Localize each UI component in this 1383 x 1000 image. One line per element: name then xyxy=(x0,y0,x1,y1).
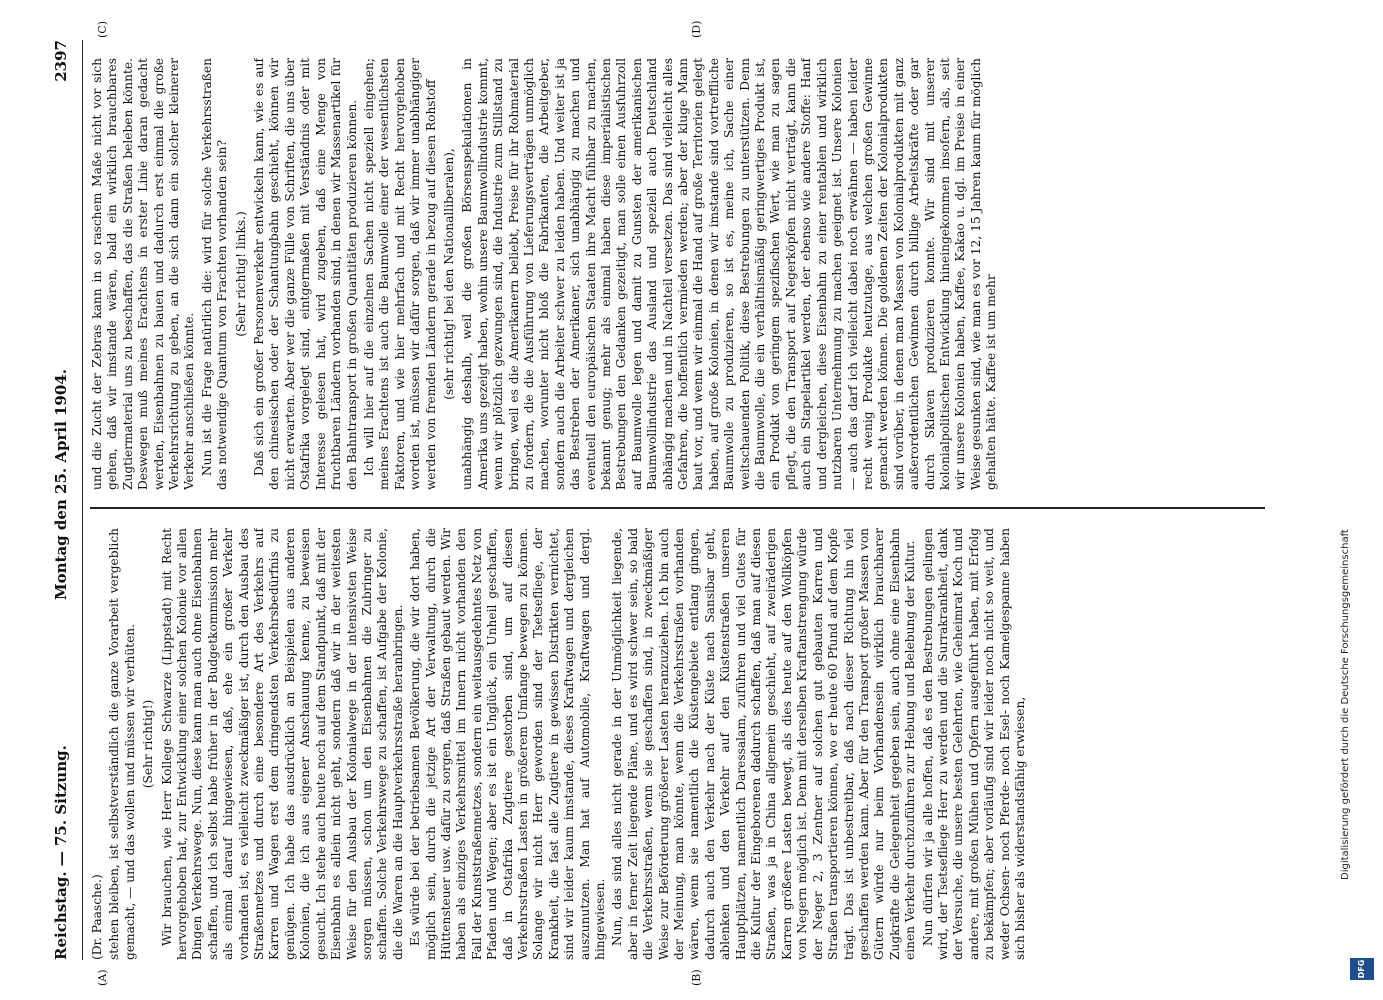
paragraph: Es würde bei der betriebsamen Bevölkerung, die wir dort haben, möglich sein, durch die jetzige Art der Verwaltung, durch die Hüttensteuer usw. dafür zu sorgen, daß Straßen gebaut werden. Wir haben als einziges Verkehrsmittel im Innern nicht vorhanden den Fall der Kunststraßennetzes, sondern ein weitausgedehntes Netz von Pfaden und Wegen; aber es ist ein Unglück, ein Unheil geschaffen, daß in Ostafrika Zugtiere gestorben sind, um auf diesen Verkehrsstraßen Lasten in größerem Umfange bewegen zu können. Solange wir nicht Herr geworden sind der Tsetsefliege, der Krankheit, die fast alle Zugtiere in gewissen Distrikten vernichtet, sind wir leider kaum imstande, dieses Kraftwagen und dergleichen auszunutzen. Man hat auf Automobile, Kraftwagen und dergl. hingewiesen. xyxy=(408,528,607,960)
paragraph: Ich will hier auf die einzelnen Sachen nicht speziell eingehen; meines Erachtens ist auch die Baumwolle einer der wesentlichsten Faktoren, und wie hier mehrfach und mit Recht hervorgehoben worden ist, müssen wir dafür sorgen, daß wir immer unabhängiger werden von fremden Ländern gerade in bezug auf diesen Rohstoff xyxy=(361,58,438,490)
column-separator xyxy=(90,507,1265,509)
paragraph: Nun ist die Frage natürlich die: wird für solche Verkehrsstraßen das notwendige Quantum von Frachten vorhanden sein? xyxy=(199,58,230,490)
paragraph: Wir brauchen, wie Herr Kollege Schwarze (Lippstadt) mit Recht hervorgehoben hat, zur Entwicklung einer solchen Kolonie vor allen Dingen Verkehrswege. Nun, diese kann man auch ohne Eisenbahnen schaffen, und ich selbst habe früher in der Budgetkommission mehr als einmal darauf hingewiesen, daß, ehe ein großer Verkehr vorhanden ist, es vielleicht zweckmäßiger ist, durch den Ausbau des Straßennetzes und durch eine besondere Art des Verkehrs auf Karren und Wagen erst dem dringendsten Verkehrsbedürfnis zu genügen. Ich habe das ausdrücklich an Beispielen aus anderen Kolonien, die ich aus eigener Anschauung kenne, zu beweisen gesucht. Ich stehe auch heute noch auf dem Standpunkt, daß mit der Eisenbahn es allein nicht geht, sondern daß wir in der weitesten Weise für den Ausbau der Kolonialwege in der intensivsten Weise sorgen müssen, schon um den Eisenbahnen die Zubringer zu schaffen. Solche Verkehrswege zu schaffen, ist Aufgabe der Kolonie, die die Waren an die Hauptverkehrsstraße heranbringen. xyxy=(159,528,405,960)
paragraph: Nun, das sind alles nicht gerade in der Unmöglichkeit liegende, aber in ferner Zeit liegende Pläne, und es wird schwer sein, so bald die Verkehrsstraßen, wenn sie geschaffen sind, in zweckmäßiger Weise zur Beförderung größerer Lasten heranzuziehen. Ich bin auch der Meinung, man könnte, wenn die Verkehrsstraßen vorhanden wären, wenn sie namentlich die Küstengebiete entlang gingen, dadurch auch den Verkehr nach der Küste nach Sansibar geht, ablenken und den Verkehr auf den Küstenstraßen unseren Hauptplätzen, namentlich Daressalam, zuführen und viel Gutes für die Kultur der Eingeborenen dadurch schaffen, daß man auf diesen Straßen, was ja in China allgemein geschieht, auf zweiräderigen Karren größere Lasten bewegt, als dies heute auf den Wollköpfen von Negern möglich ist. Denn mit derselben Kraftanstrengung würde der Neger 2, 3 Zentner auf solchen gut gebauten Karren und Straßen transportieren können, wo er heute 60 Pfund auf dem Kopfe trägt. Das ist unbestreitbar, daß nach dieser Richtung hin viel geschaffen werden kann. Aber für den Transport großer Massen von Gütern würde nur beim Vorhandensein wirklich brauchbarer Zugkräfte die Gelegenheit gegeben sein, auch ohne eine Eisenbahn einen Verkehr durchzuführen zur Hebung und Belebung der Kultur. xyxy=(610,528,918,960)
left-column xyxy=(90,528,1290,960)
page-header xyxy=(52,40,78,960)
margin-mark-a: (A) xyxy=(96,969,109,986)
speaker-label: (Dr. Paasche.) xyxy=(90,874,104,960)
interjection: (Sehr richtig! links.) xyxy=(233,211,248,337)
header-rule xyxy=(82,40,83,960)
paragraph: Nun dürfen wir ja alle hoffen, daß es den Bestrebungen gelingen wird, der Tsetsefliege Herr zu werden und die Surrakrankheit, dank der Versuche, die unsere besten Gelehrten, wie Geheimrat Koch und andere, mit großen Mühen und Opfern ausgeführt haben, mit Erfolg zu bekämpfen; aber vorläufig sind wir leider noch nicht so weit, und weder Ochsen- noch Pferde- noch Esel- noch Kamelgespanne haben sich bisher als widerstandsfähig erwiesen, xyxy=(920,528,1027,960)
dfg-logo: DFG xyxy=(1350,958,1374,980)
right-column xyxy=(90,58,1290,490)
header-left: Reichstag. — 75. Sitzung. xyxy=(52,745,70,960)
header-date: Montag den 25. April 1904. xyxy=(52,369,70,600)
interjection: (Sehr richtig!) xyxy=(141,699,156,789)
paragraph: Daß sich ein großer Personenverkehr entwickeln kann, wie es auf den chinesischen oder der Schantungbahn geschieht, können wir nicht erwarten. Aber wer die ganze Fülle von Schriften, die uns über Ostafrika vorgelegt sind, eintgermaßen mit Verständnis oder mit Interesse gelesen hat, wird zugeben, daß eine Menge von fruchtbaren Ländern vorhanden sind, in denen wir Massenartikel für den Bahntransport in großen Quantitäten produzieren können. xyxy=(252,58,359,490)
paragraph: und die Zucht der Zebras kann in so raschem Maße nicht vor sich gehen, daß wir imstande wären, bald ein wirklich brauchbares Zugtiermaterial uns zu beschaffen, das die Straßen beleben könnte. Deswegen muß meines Erachtens in erster Linie daran gedacht werden, Eisenbahnen zu bauen und dadurch erst einmal die große Verkehrsrichtung zu geben, an die sich dann ein solcher kleinerer Verkehr anschließen könnte. xyxy=(90,58,197,490)
margin-mark-b: (B) xyxy=(690,969,703,986)
page-number: 2397 xyxy=(52,40,70,82)
paragraph: stehen bleiben, ist selbstverständlich die ganze Vorarbeit vergeblich gemacht, — und das wollen und müssen wir verhüten. xyxy=(107,528,137,960)
margin-mark-c: (C) xyxy=(96,21,109,38)
digitization-note: Digitalisierung gefördert durch die Deutsche Forschungsgemeinschaft xyxy=(1340,529,1351,880)
paragraph: unabhängig deshalb, weil die großen Börsenspekulationen in Amerika uns gezeigt haben, wohin unsere Baumwollindustrie kommt, wenn wir plötzlich gezwungen sind, die Industrie zum Stillstand zu bringen, weil es die Amerikanern beliebt, Preise für ihr Rohmaterial zu fordern, die die Ausführung von Lieferungsverträgen unmöglich machen, worunter nicht bloß die Fabrikanten, die Arbeitgeber, sondern auch die Arbeiter schwer zu leiden haben. Und weiter ist ja das Bestreben der Amerikaner, sich unabhängig zu machen und eventuell den europäischen Staaten ihre Macht fühlbar zu machen, bekannt genug; mehr als einmal haben diese imperialistischen Bestrebungen den Gedanken gezeitigt, man solle einen Ausfuhrzoll auf Baumwolle legen und damit zu Gunsten der amerikanischen Baumwollindustrie das Ausland und speziell auch Deutschland abhängig machen und in Nachteil versetzen. Das sind vielleicht alles Gefahren, die hoffentlich vermieden werden; aber der kluge Mann baut vor, und wenn wir einmal die Hand auf große Territorien gelegt haben, auf große Kolonien, in denen wir imstande sind vortreffliche Baumwolle zu produzieren, so ist es, meine ich, Sache einer weitschauenden Politik, diese Bestrebungen zu unterstützen. Denn die Baumwolle, die ein verhältnismäßig geringwertiges Produkt ist, ein Produkt von geringem spezifischen Wert, wie man zu sagen pflegt, die den Transport auf Negerköpfen nicht verträgt, kann die auch ein Stapelartikel werden, der ebenso wie andere Stoffe: Hanf und dergleichen, diese Eisenbahn zu einer rentablen und wirklich nutzbaren Unternehmung zu machen geeignet ist. Unsere Kolonien — auch das darf ich vielleicht dabei noch erwähnen — haben leider recht wenig Produkte heutzutage, aus welchen großen Gewinne gemacht werden können. Die goldenen Zeiten der Kolonialprodukten sind vorüber, in denen man Massen von Kolonialprodukten mit ganz außerordentlichen Gewinnen durch billige Arbeitskräfte oder gar durch Sklaven produzieren konnte. Wir sind mit unserer kolonialpolitischen Entwicklung hineingekommen insofern, als, seit wir unsere Kolonien haben, Kaffee, Kakao u. dgl. im Preise in einer Weise gesunken sind, wie man es vor 12, 15 Jahren kaum für möglich gehalten hätte. Kaffee ist um mehr xyxy=(460,58,999,490)
interjection: (sehr richtig! bei den Nationalliberalen), xyxy=(441,148,456,400)
margin-mark-d: (D) xyxy=(690,20,703,38)
